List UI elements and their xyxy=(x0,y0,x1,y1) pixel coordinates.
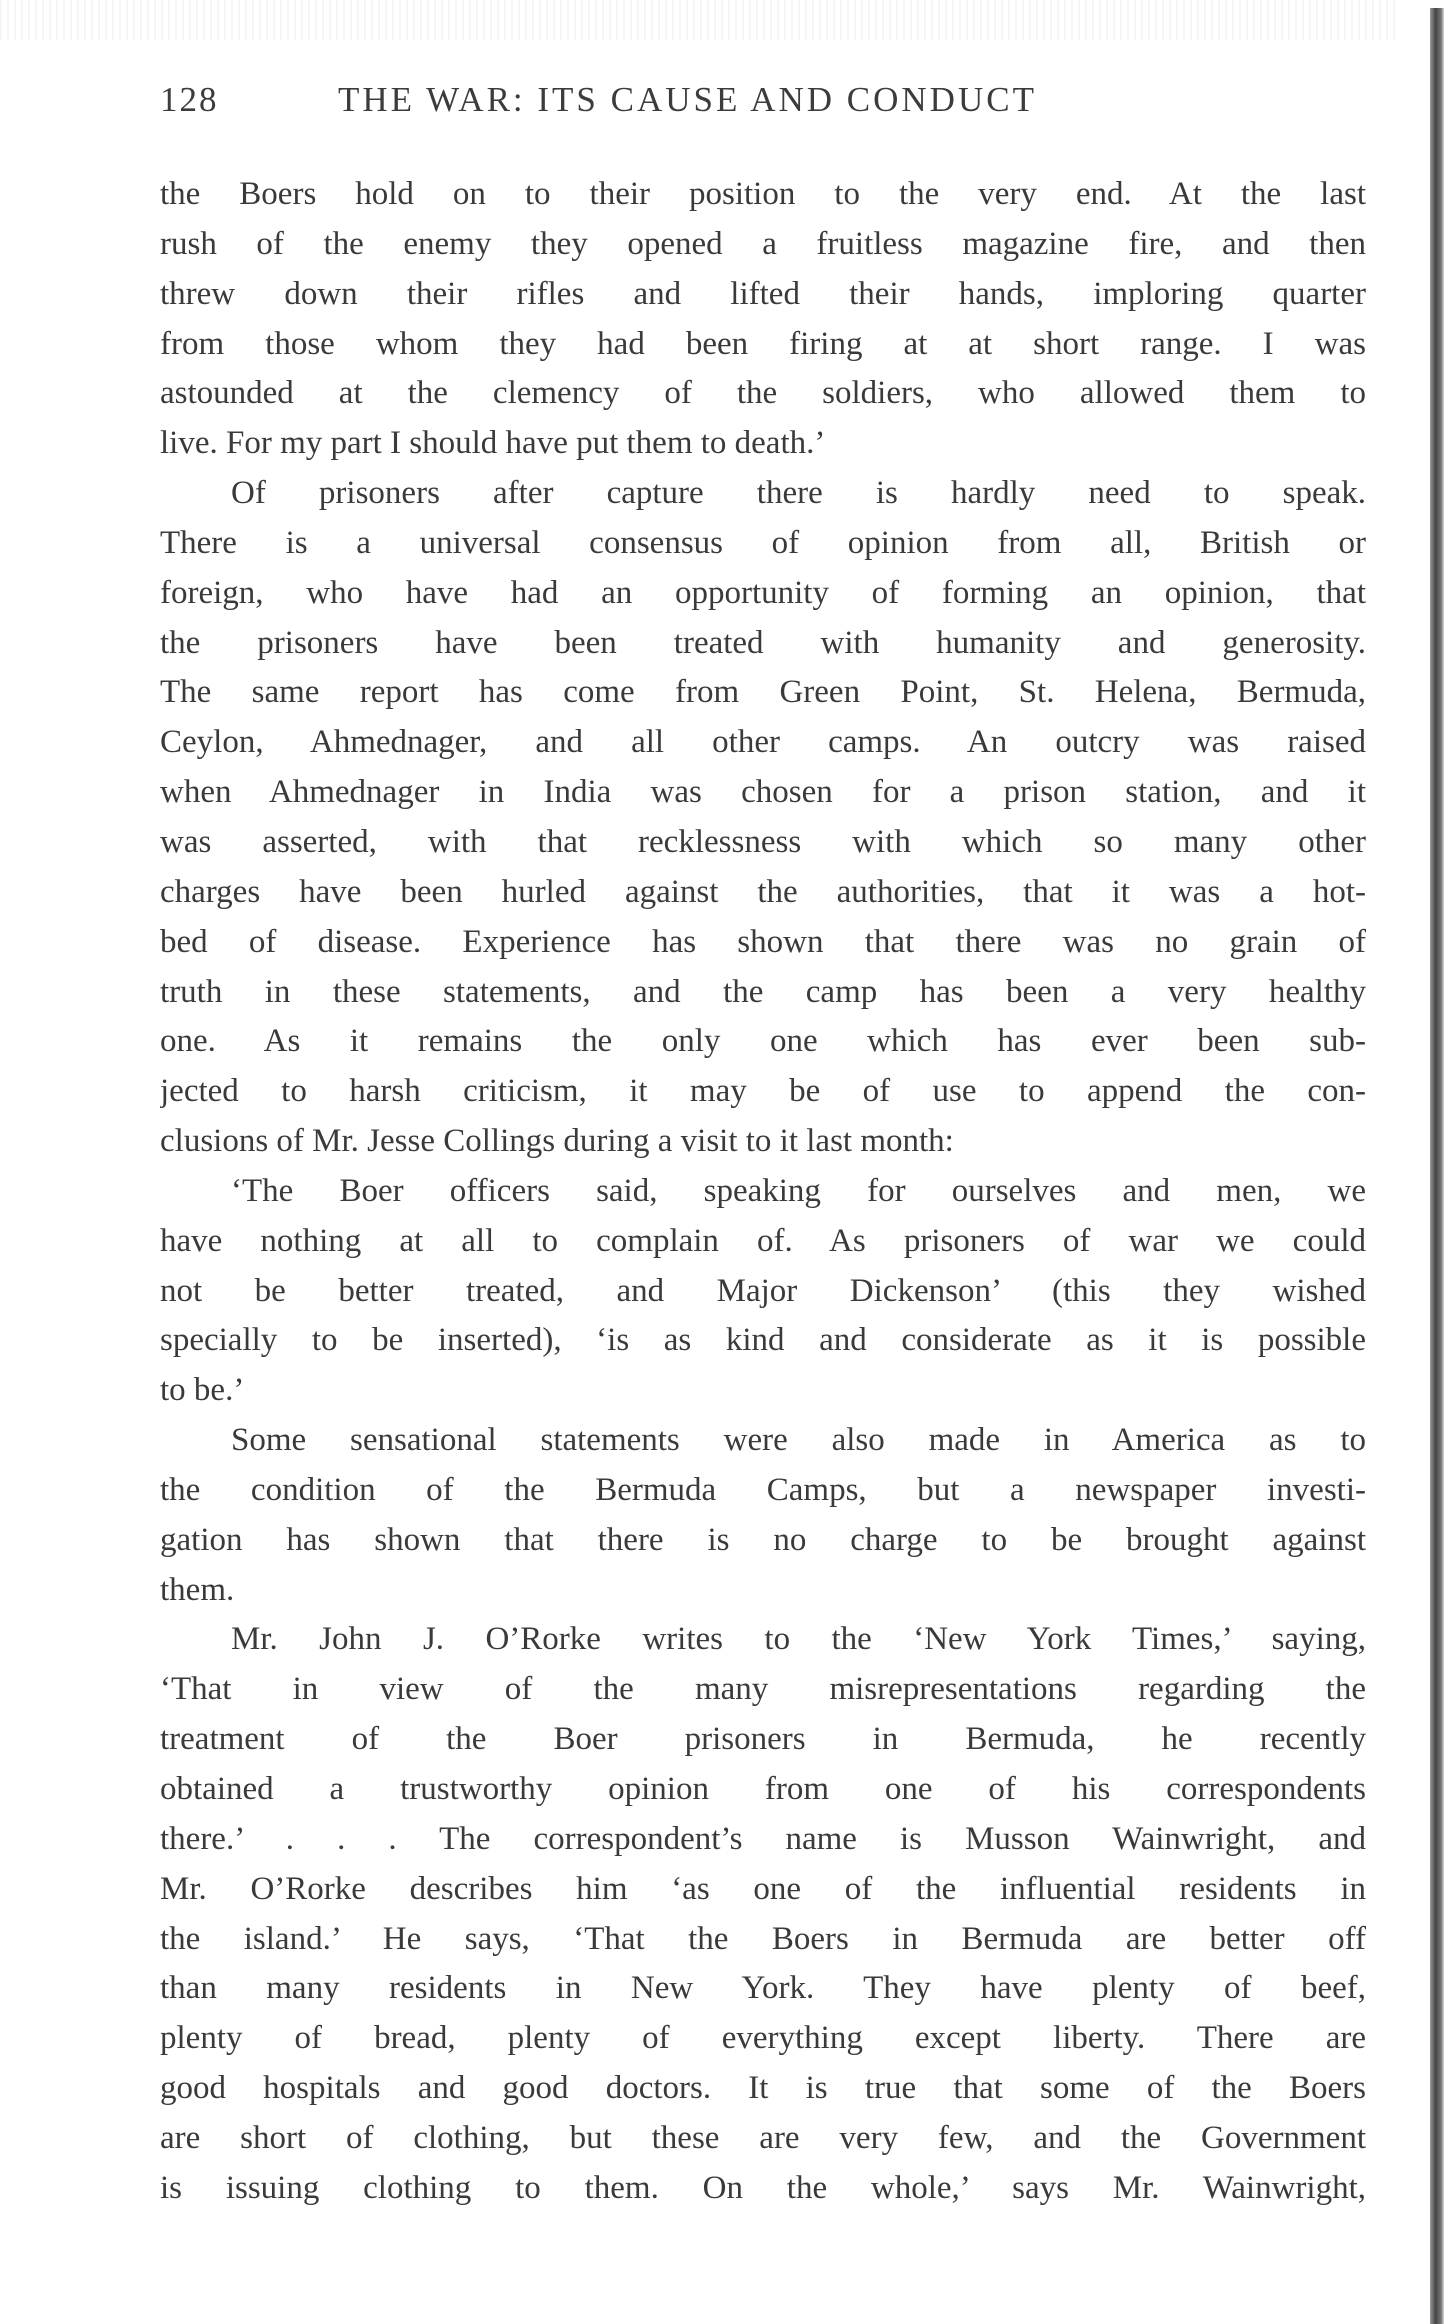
text-line: Ceylon, Ahmednager, and all other camps. An outcry was raised xyxy=(160,724,1366,761)
text-line: than many residents in New York. They have plenty of beef, xyxy=(160,1970,1366,2007)
text-line: the prisoners have been treated with humanity and generosity. xyxy=(160,624,1366,661)
text-line: when Ahmednager in India was chosen for a prison station, and it xyxy=(160,774,1366,811)
text-line: ‘That in view of the many misrepresentations regarding the xyxy=(160,1671,1366,1708)
text-line: not be better treated, and Major Dickenson’ (this they wished xyxy=(160,1272,1366,1309)
running-title: THE WAR: ITS CAUSE AND CONDUCT xyxy=(338,80,1037,119)
text-line: jected to harsh criticism, it may be of use to append the con- xyxy=(160,1073,1366,1110)
text-line: there.’ . . . The correspondent’s name is Musson Wainwright, and xyxy=(160,1820,1366,1857)
text-line: the condition of the Bermuda Camps, but a newspaper investi- xyxy=(160,1471,1366,1508)
body-text xyxy=(160,170,1366,2214)
text-line: Mr. John J. O’Rorke writes to the ‘New York Times,’ saying, xyxy=(231,1621,1366,1658)
book-spine-edge xyxy=(1430,8,1444,2324)
text-line: from those whom they had been firing at at short range. I was xyxy=(160,325,1366,362)
text-line: obtained a trustworthy opinion from one of his correspondents xyxy=(160,1771,1366,1807)
text-line: live. For my part I should have put them to death.’ xyxy=(160,425,826,462)
text-line: the island.’ He says, ‘That the Boers in Bermuda are better off xyxy=(160,1920,1366,1957)
text-line: truth in these statements, and the camp has been a very healthy xyxy=(160,973,1366,1010)
text-line: There is a universal consensus of opinion from all, British or xyxy=(160,524,1366,561)
text-line: is issuing clothing to them. On the whole,’ says Mr. Wainwright, xyxy=(160,2169,1366,2206)
text-line: clusions of Mr. Jesse Collings during a visit to it last month: xyxy=(160,1123,954,1160)
text-line: threw down their rifles and lifted their hands, imploring quarter xyxy=(160,275,1366,312)
text-line: The same report has come from Green Point, St. Helena, Bermuda, xyxy=(160,674,1366,711)
text-line: ‘The Boer officers said, speaking for ourselves and men, we xyxy=(231,1172,1366,1209)
text-line: have nothing at all to complain of. As prisoners of war we could xyxy=(160,1222,1366,1259)
text-line: gation has shown that there is no charge to be brought against xyxy=(160,1521,1366,1558)
text-line: are short of clothing, but these are very few, and the Government xyxy=(160,2119,1366,2156)
text-line: specially to be inserted), ‘is as kind and considerate as it is possible xyxy=(160,1322,1366,1359)
text-line: one. As it remains the only one which has ever been sub- xyxy=(160,1023,1366,1060)
text-line: foreign, who have had an opportunity of forming an opinion, that xyxy=(160,574,1366,611)
text-line: bed of disease. Experience has shown that there was no grain of xyxy=(160,923,1366,960)
text-line: was asserted, with that recklessness with which so many other xyxy=(160,823,1366,860)
text-line: Some sensational statements were also made in America as to xyxy=(231,1422,1366,1459)
text-line: rush of the enemy they opened a fruitless magazine fire, and then xyxy=(160,225,1366,262)
text-line: to be.’ xyxy=(160,1372,245,1409)
scan-noise xyxy=(0,0,1400,40)
text-line: astounded at the clemency of the soldiers, who allowed them to xyxy=(160,375,1366,412)
text-line: Of prisoners after capture there is hardly need to speak. xyxy=(231,475,1366,512)
text-line: Mr. O’Rorke describes him ‘as one of the influential residents in xyxy=(160,1870,1366,1907)
page-number: 128 xyxy=(160,80,219,119)
text-line: the Boers hold on to their position to the very end. At the last xyxy=(160,176,1366,212)
text-line: treatment of the Boer prisoners in Bermuda, he recently xyxy=(160,1721,1366,1758)
text-line: plenty of bread, plenty of everything except liberty. There are xyxy=(160,2020,1366,2057)
text-line: good hospitals and good doctors. It is true that some of the Boers xyxy=(160,2070,1366,2107)
text-line: charges have been hurled against the authorities, that it was a hot- xyxy=(160,873,1366,910)
running-head xyxy=(160,80,1200,130)
text-line: them. xyxy=(160,1571,235,1608)
